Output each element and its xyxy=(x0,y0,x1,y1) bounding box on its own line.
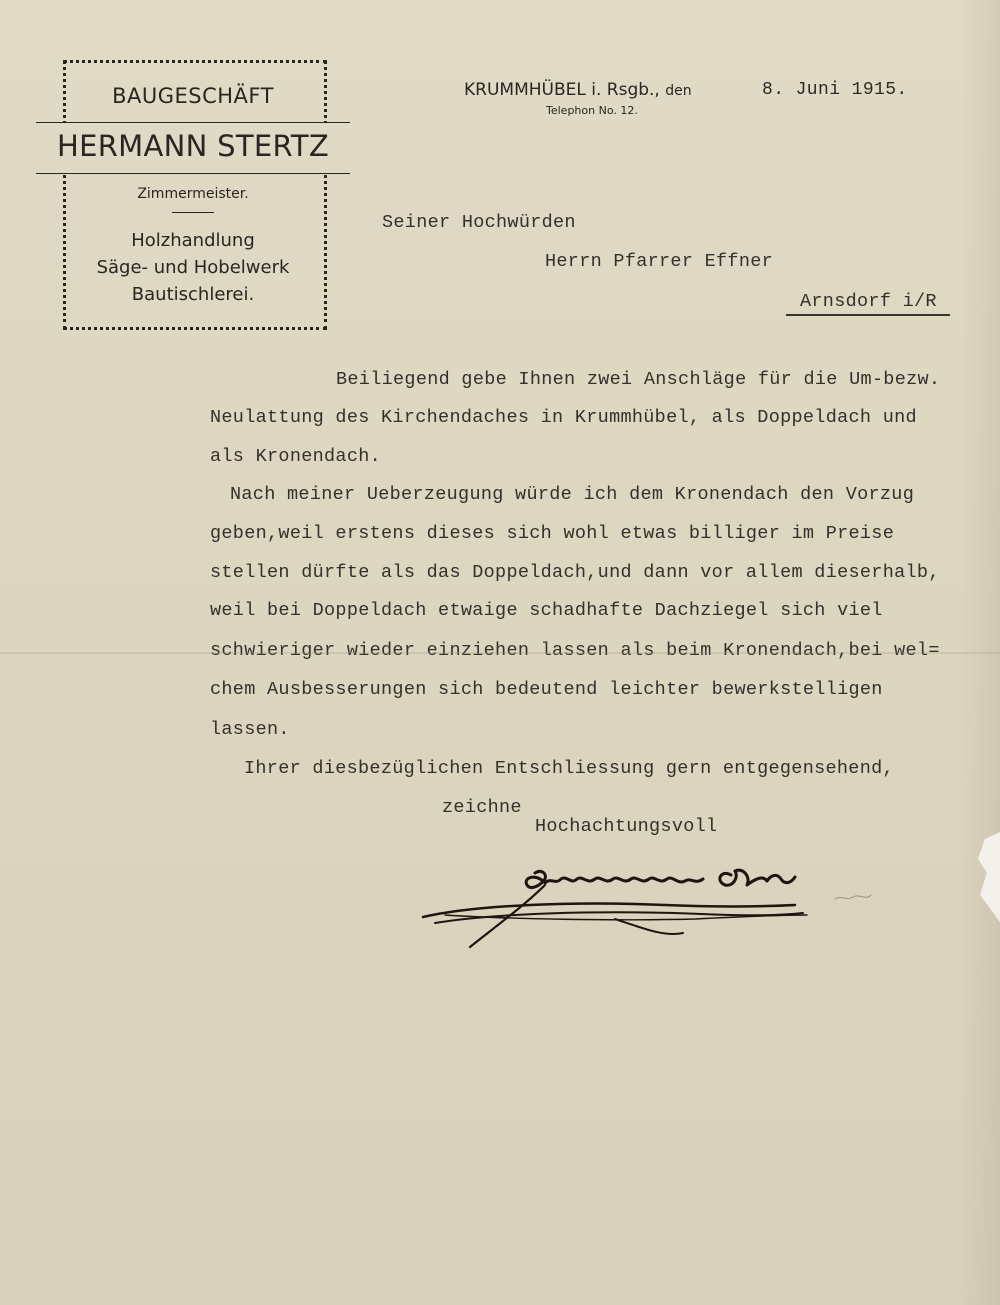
letterhead-divider xyxy=(172,212,214,213)
body-line: als Kronendach. xyxy=(210,446,382,467)
letter-date: 8. Juni 1915. xyxy=(762,80,908,100)
body-line: Nach meiner Ueberzeugung würde ich dem Kronendach den Vorzug xyxy=(230,484,915,505)
service-item: Bautischlerei. xyxy=(131,284,255,305)
closing-line: Hochachtungsvoll xyxy=(535,816,718,837)
recipient-town: Arnsdorf i/R xyxy=(800,291,937,312)
den-word: den xyxy=(665,83,692,99)
body-line: stellen dürfte als das Doppeldach,und dann vor allem dieserhalb, xyxy=(210,562,940,583)
place-line xyxy=(464,80,692,100)
service-item: Holzhandlung xyxy=(131,230,255,251)
recipient-line: Seiner Hochwürden xyxy=(382,212,576,233)
paper-edge xyxy=(958,0,1000,1305)
service-item: Säge- und Hobelwerk xyxy=(96,257,290,278)
company-trade: Zimmermeister. xyxy=(137,186,249,202)
body-line: Neulattung des Kirchendaches in Krummhübel, als Doppeldach und xyxy=(210,407,917,428)
body-line: schwieriger wieder einziehen lassen als beim Kronendach,bei wel= xyxy=(210,640,940,661)
body-line: Beiliegend gebe Ihnen zwei Anschläge für die Um-bezw. xyxy=(336,369,941,390)
recipient-line: Herrn Pfarrer Effner xyxy=(545,251,774,272)
body-line: lassen. xyxy=(210,719,290,740)
company-type: BAUGESCHÄFT xyxy=(112,84,274,108)
region: i. Rsgb., xyxy=(591,80,660,100)
telephone: Telephon No. 12. xyxy=(546,104,638,117)
body-line: Ihrer diesbezüglichen Entschliessung gern entgegensehend, xyxy=(244,758,894,779)
body-line: weil bei Doppeldach etwaige schadhafte Dachziegel sich viel xyxy=(210,600,883,621)
handwritten-signature xyxy=(415,855,915,955)
town: KRUMMHÜBEL xyxy=(464,80,586,100)
recipient-underline xyxy=(786,314,950,316)
body-line: chem Ausbesserungen sich bedeutend leichter bewerkstelligen xyxy=(210,679,883,700)
company-owner: HERMANN STERTZ xyxy=(56,129,329,163)
body-line: geben,weil erstens dieses sich wohl etwas billiger im Preise xyxy=(210,523,895,544)
closing-line: zeichne xyxy=(442,797,522,818)
